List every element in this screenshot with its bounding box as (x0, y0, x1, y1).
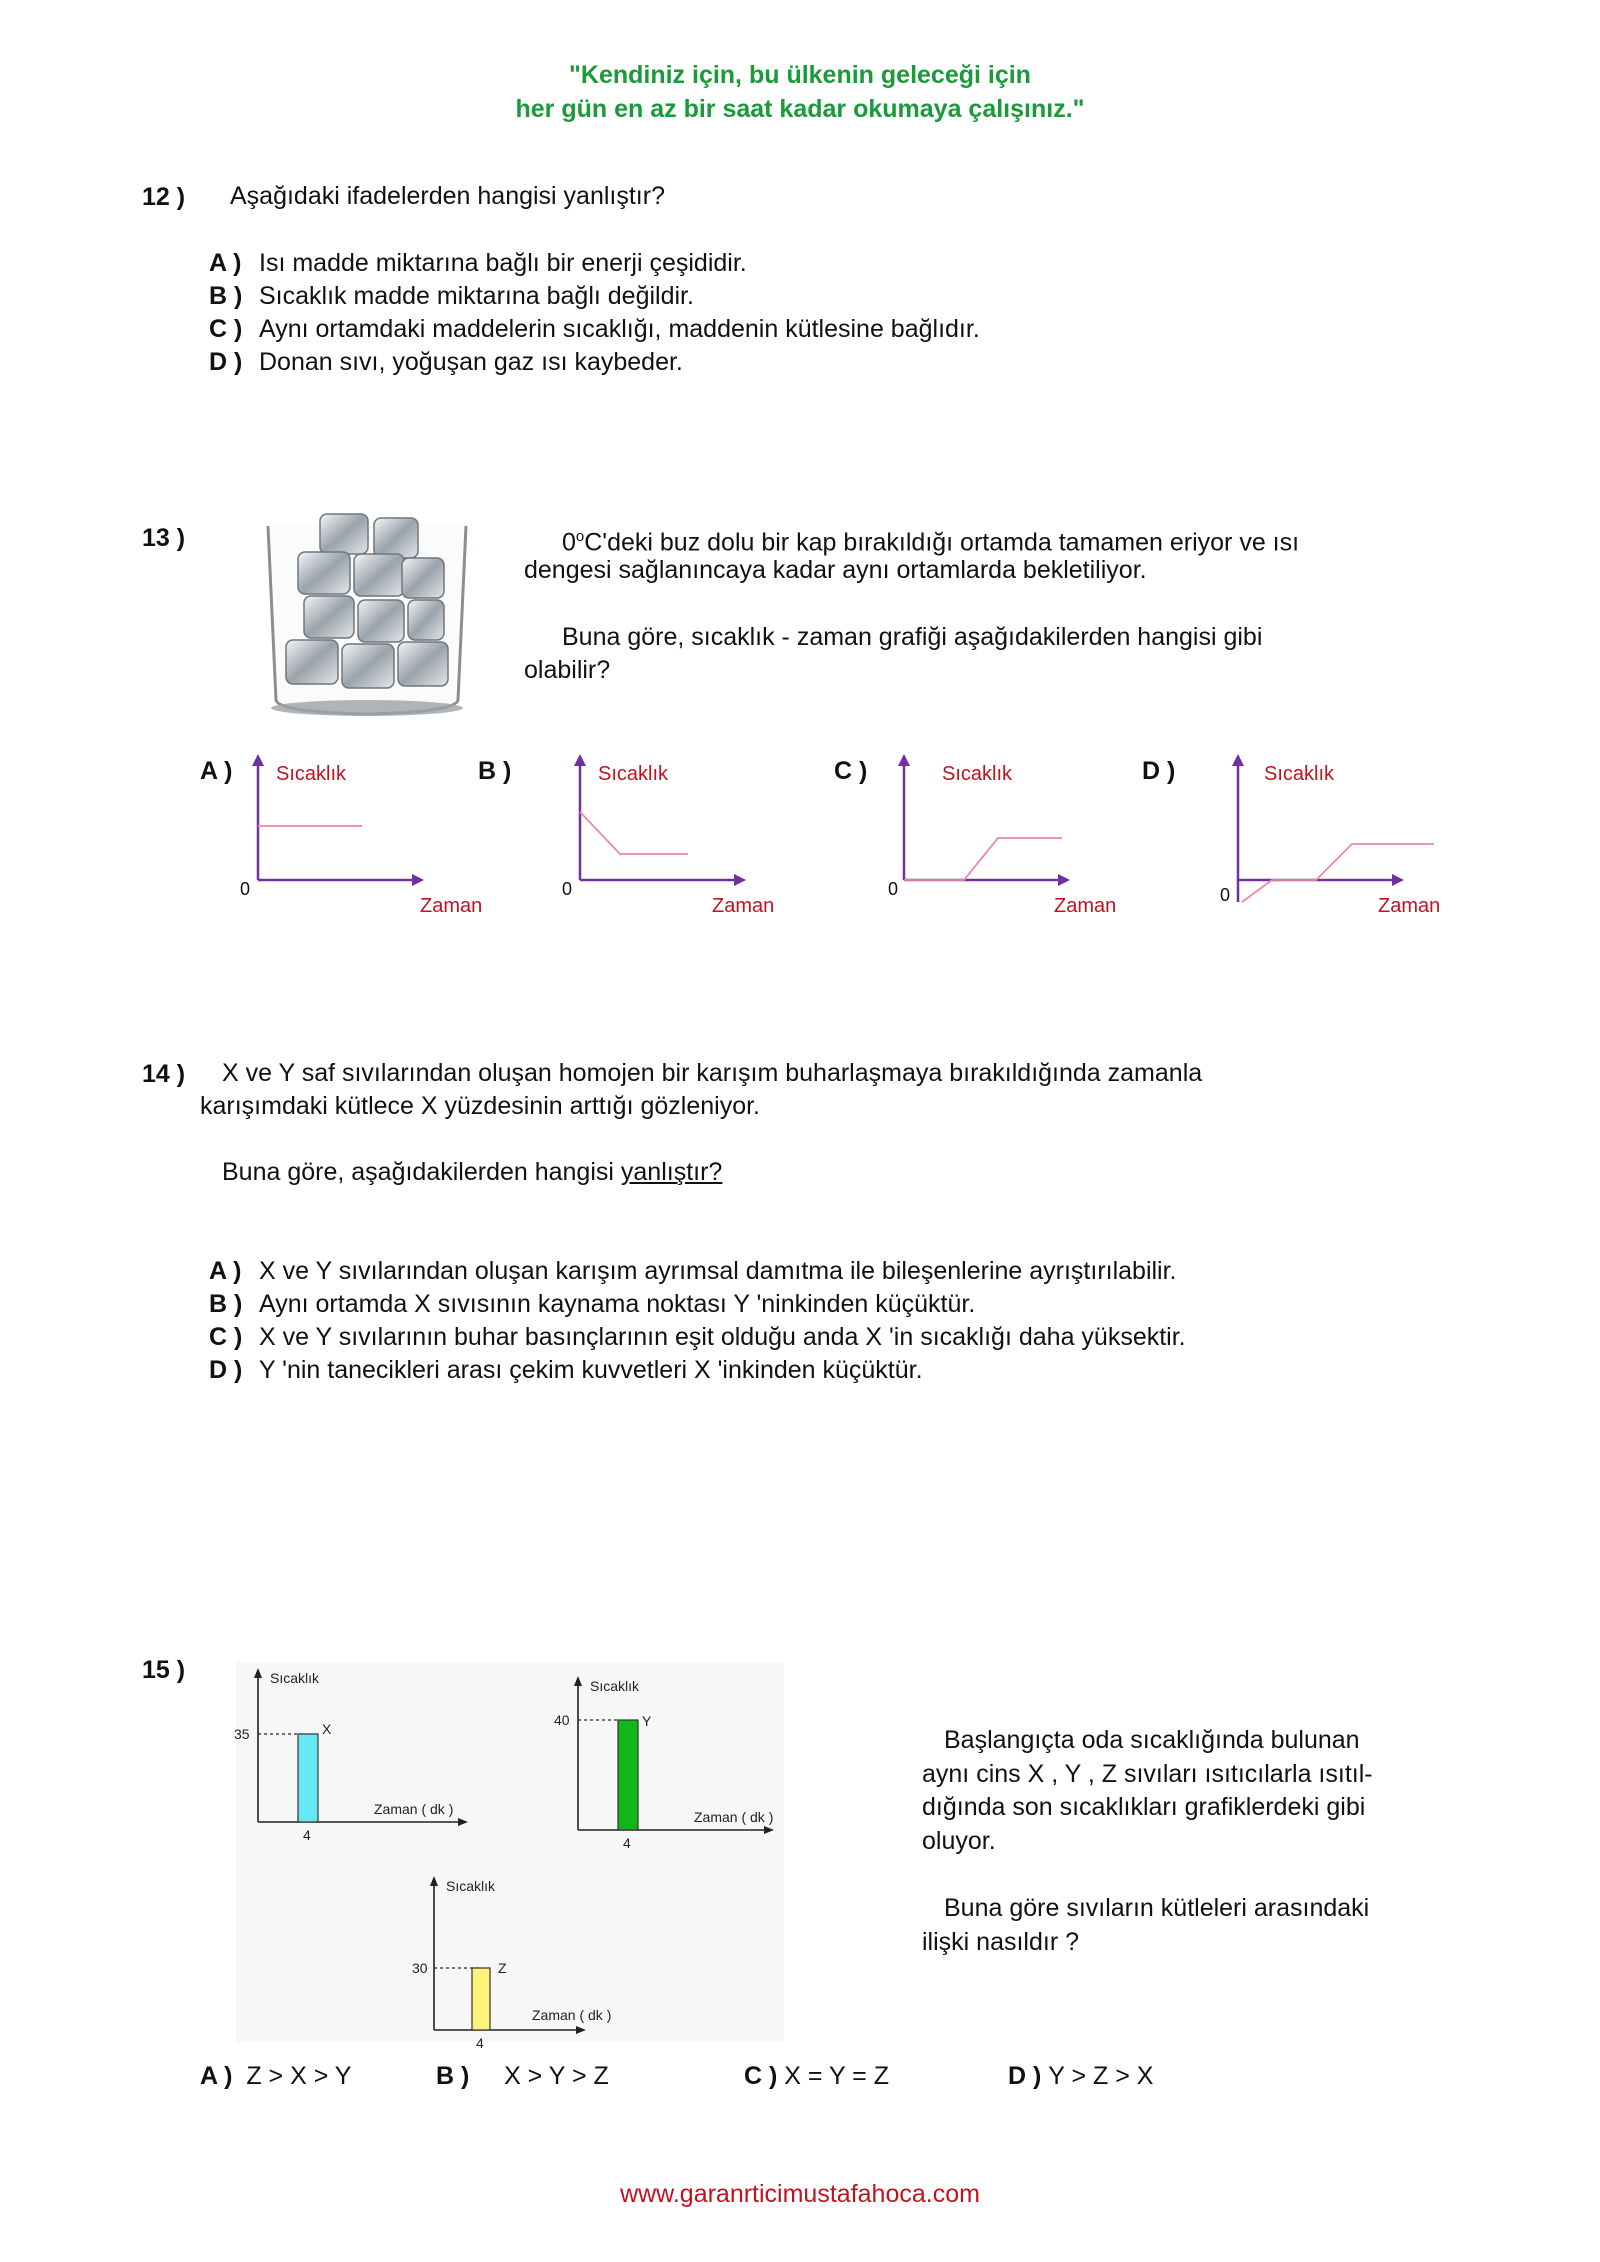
y-axis-label: Sıcaklık (598, 763, 669, 785)
q13-option-c-label[interactable]: C ) (834, 757, 868, 785)
q13-option-a-label[interactable]: A ) (200, 757, 233, 785)
origin-label: 0 (562, 879, 573, 899)
option-a[interactable]: A ) X ve Y sıvılarından oluşan karışım ayrımsal damıtma ile bileşenlerine ayrıştırılabilir. (209, 1257, 1177, 1285)
question-12-number: 12 ) (142, 183, 186, 211)
x-axis-label: Zaman (1054, 895, 1117, 917)
option-b[interactable]: B ) Aynı ortamda X sıvısının kaynama noktası Y 'ninkinden küçüktür. (209, 1290, 976, 1318)
series-label: Y (642, 1713, 652, 1729)
question-15-line-1: Başlangıçta oda sıcaklığında bulunan (944, 1726, 1360, 1754)
question-15-number: 15 ) (142, 1656, 186, 1684)
series-label: X (322, 1721, 332, 1737)
question-15-line-5: Buna göre sıvıların kütleleri arasındaki (944, 1894, 1370, 1922)
option-d[interactable]: D ) Donan sıvı, yoğuşan gaz ısı kaybeder. (209, 348, 683, 376)
question-14-options (209, 1255, 1186, 1387)
origin-label: 0 (888, 879, 899, 899)
question-13-line-3: Buna göre, sıcaklık - zaman grafiği aşağıdakilerden hangisi gibi (562, 623, 1263, 651)
bar-x (298, 1734, 318, 1822)
question-15-line-3: dığında son sıcaklıkları grafiklerdeki gibi (922, 1793, 1366, 1821)
motto-line-1: "Kendiniz için, bu ülkenin geleceği için (569, 61, 1031, 89)
question-12-text: Aşağıdaki ifadelerden hangisi yanlıştır? (230, 182, 665, 210)
time-label: 4 (623, 1835, 631, 1851)
question-13-line-1: 0$^o$C'deki buz dolu bir kap bırakıldığı ortamda tamamen eriyor ve ısı (562, 528, 1300, 557)
option-a[interactable]: A ) Isı madde miktarına bağlı bir enerji çeşididir. (209, 249, 747, 277)
option-c[interactable]: C ) Aynı ortamdaki maddelerin sıcaklığı, maddenin kütlesine bağlıdır. (209, 315, 980, 343)
q15-option-a[interactable]: A ) Z > X > Y (200, 2062, 352, 2090)
x-axis-label: Zaman ( dk ) (532, 2007, 612, 2023)
y-axis-label: Sıcaklık (1264, 763, 1335, 785)
q15-option-b[interactable]: B ) X > Y > Z (436, 2062, 609, 2090)
time-label: 4 (303, 1827, 311, 1843)
question-15-line-2: aynı cins X , Y , Z sıvıları ısıtıcılarla ısıtıl- (922, 1760, 1373, 1788)
x-axis-label: Zaman (1378, 895, 1441, 917)
origin-label: 0 (1220, 885, 1231, 905)
question-13-line-2: dengesi sağlanıncaya kadar aynı ortamlarda bekletiliyor. (524, 556, 1147, 584)
option-c[interactable]: C ) X ve Y sıvılarının buhar basınçlarının eşit olduğu anda X 'in sıcaklığı daha yüksektir. (209, 1323, 1186, 1351)
question-13-line-4: olabilir? (524, 656, 611, 684)
y-axis-label: Sıcaklık (590, 1678, 640, 1694)
bar-y (618, 1720, 638, 1830)
x-axis-label: Zaman (712, 895, 775, 917)
origin-label: 0 (240, 879, 251, 899)
q15-graph-x (236, 1662, 476, 1852)
question-14-prompt: Buna göre, aşağıdakilerden hangisi yanlıştır? (222, 1158, 723, 1186)
q13-graph-a[interactable] (240, 752, 483, 922)
q15-graph-y (550, 1670, 790, 1860)
footer-url[interactable]: www.garanrticimustafahoca.com (620, 2180, 980, 2208)
series-label: Z (498, 1960, 507, 1976)
question-13-number: 13 ) (142, 524, 186, 552)
q13-option-d-label[interactable]: D ) (1142, 757, 1176, 785)
y-axis-label: Sıcaklık (276, 763, 347, 785)
x-axis-label: Zaman (420, 895, 483, 917)
y-axis-label: Sıcaklık (270, 1670, 320, 1686)
motto-line-2: her gün en az bir saat kadar okumaya çalışınız." (515, 95, 1085, 123)
y-axis-label: Sıcaklık (446, 1878, 496, 1894)
question-14-line-1: X ve Y saf sıvılarından oluşan homojen bir karışım buharlaşmaya bırakıldığında zamanla (222, 1059, 1203, 1087)
q13-graph-d[interactable] (1220, 752, 1460, 922)
question-12-options (209, 247, 980, 379)
question-14-number: 14 ) (142, 1060, 186, 1088)
option-b[interactable]: B ) Sıcaklık madde miktarına bağlı değildir. (209, 282, 694, 310)
value-label: 40 (554, 1712, 570, 1728)
time-label: 4 (476, 2035, 484, 2051)
q15-option-d[interactable]: D ) Y > Z > X (1008, 2062, 1154, 2090)
q13-option-b-label[interactable]: B ) (478, 757, 512, 785)
y-axis-label: Sıcaklık (942, 763, 1013, 785)
q13-graph-b[interactable] (562, 752, 792, 922)
x-axis-label: Zaman ( dk ) (374, 1801, 454, 1817)
q15-option-c[interactable]: C ) X = Y = Z (744, 2062, 889, 2090)
q13-graph-c[interactable] (886, 752, 1146, 922)
question-14-line-2: karışımdaki kütlece X yüzdesinin arttığı gözleniyor. (200, 1092, 760, 1120)
value-label: 35 (234, 1726, 250, 1742)
x-axis-label: Zaman ( dk ) (694, 1809, 774, 1825)
question-15-line-4: oluyor. (922, 1827, 996, 1855)
q15-graph-z (406, 1870, 646, 2060)
option-d[interactable]: D ) Y 'nin tanecikleri arası çekim kuvvetleri X 'inkinden küçüktür. (209, 1356, 923, 1384)
bar-z (472, 1968, 490, 2030)
question-15-line-6: ilişki nasıldır ? (922, 1928, 1079, 1956)
ice-glass-illustration (262, 508, 472, 720)
value-label: 30 (412, 1960, 428, 1976)
